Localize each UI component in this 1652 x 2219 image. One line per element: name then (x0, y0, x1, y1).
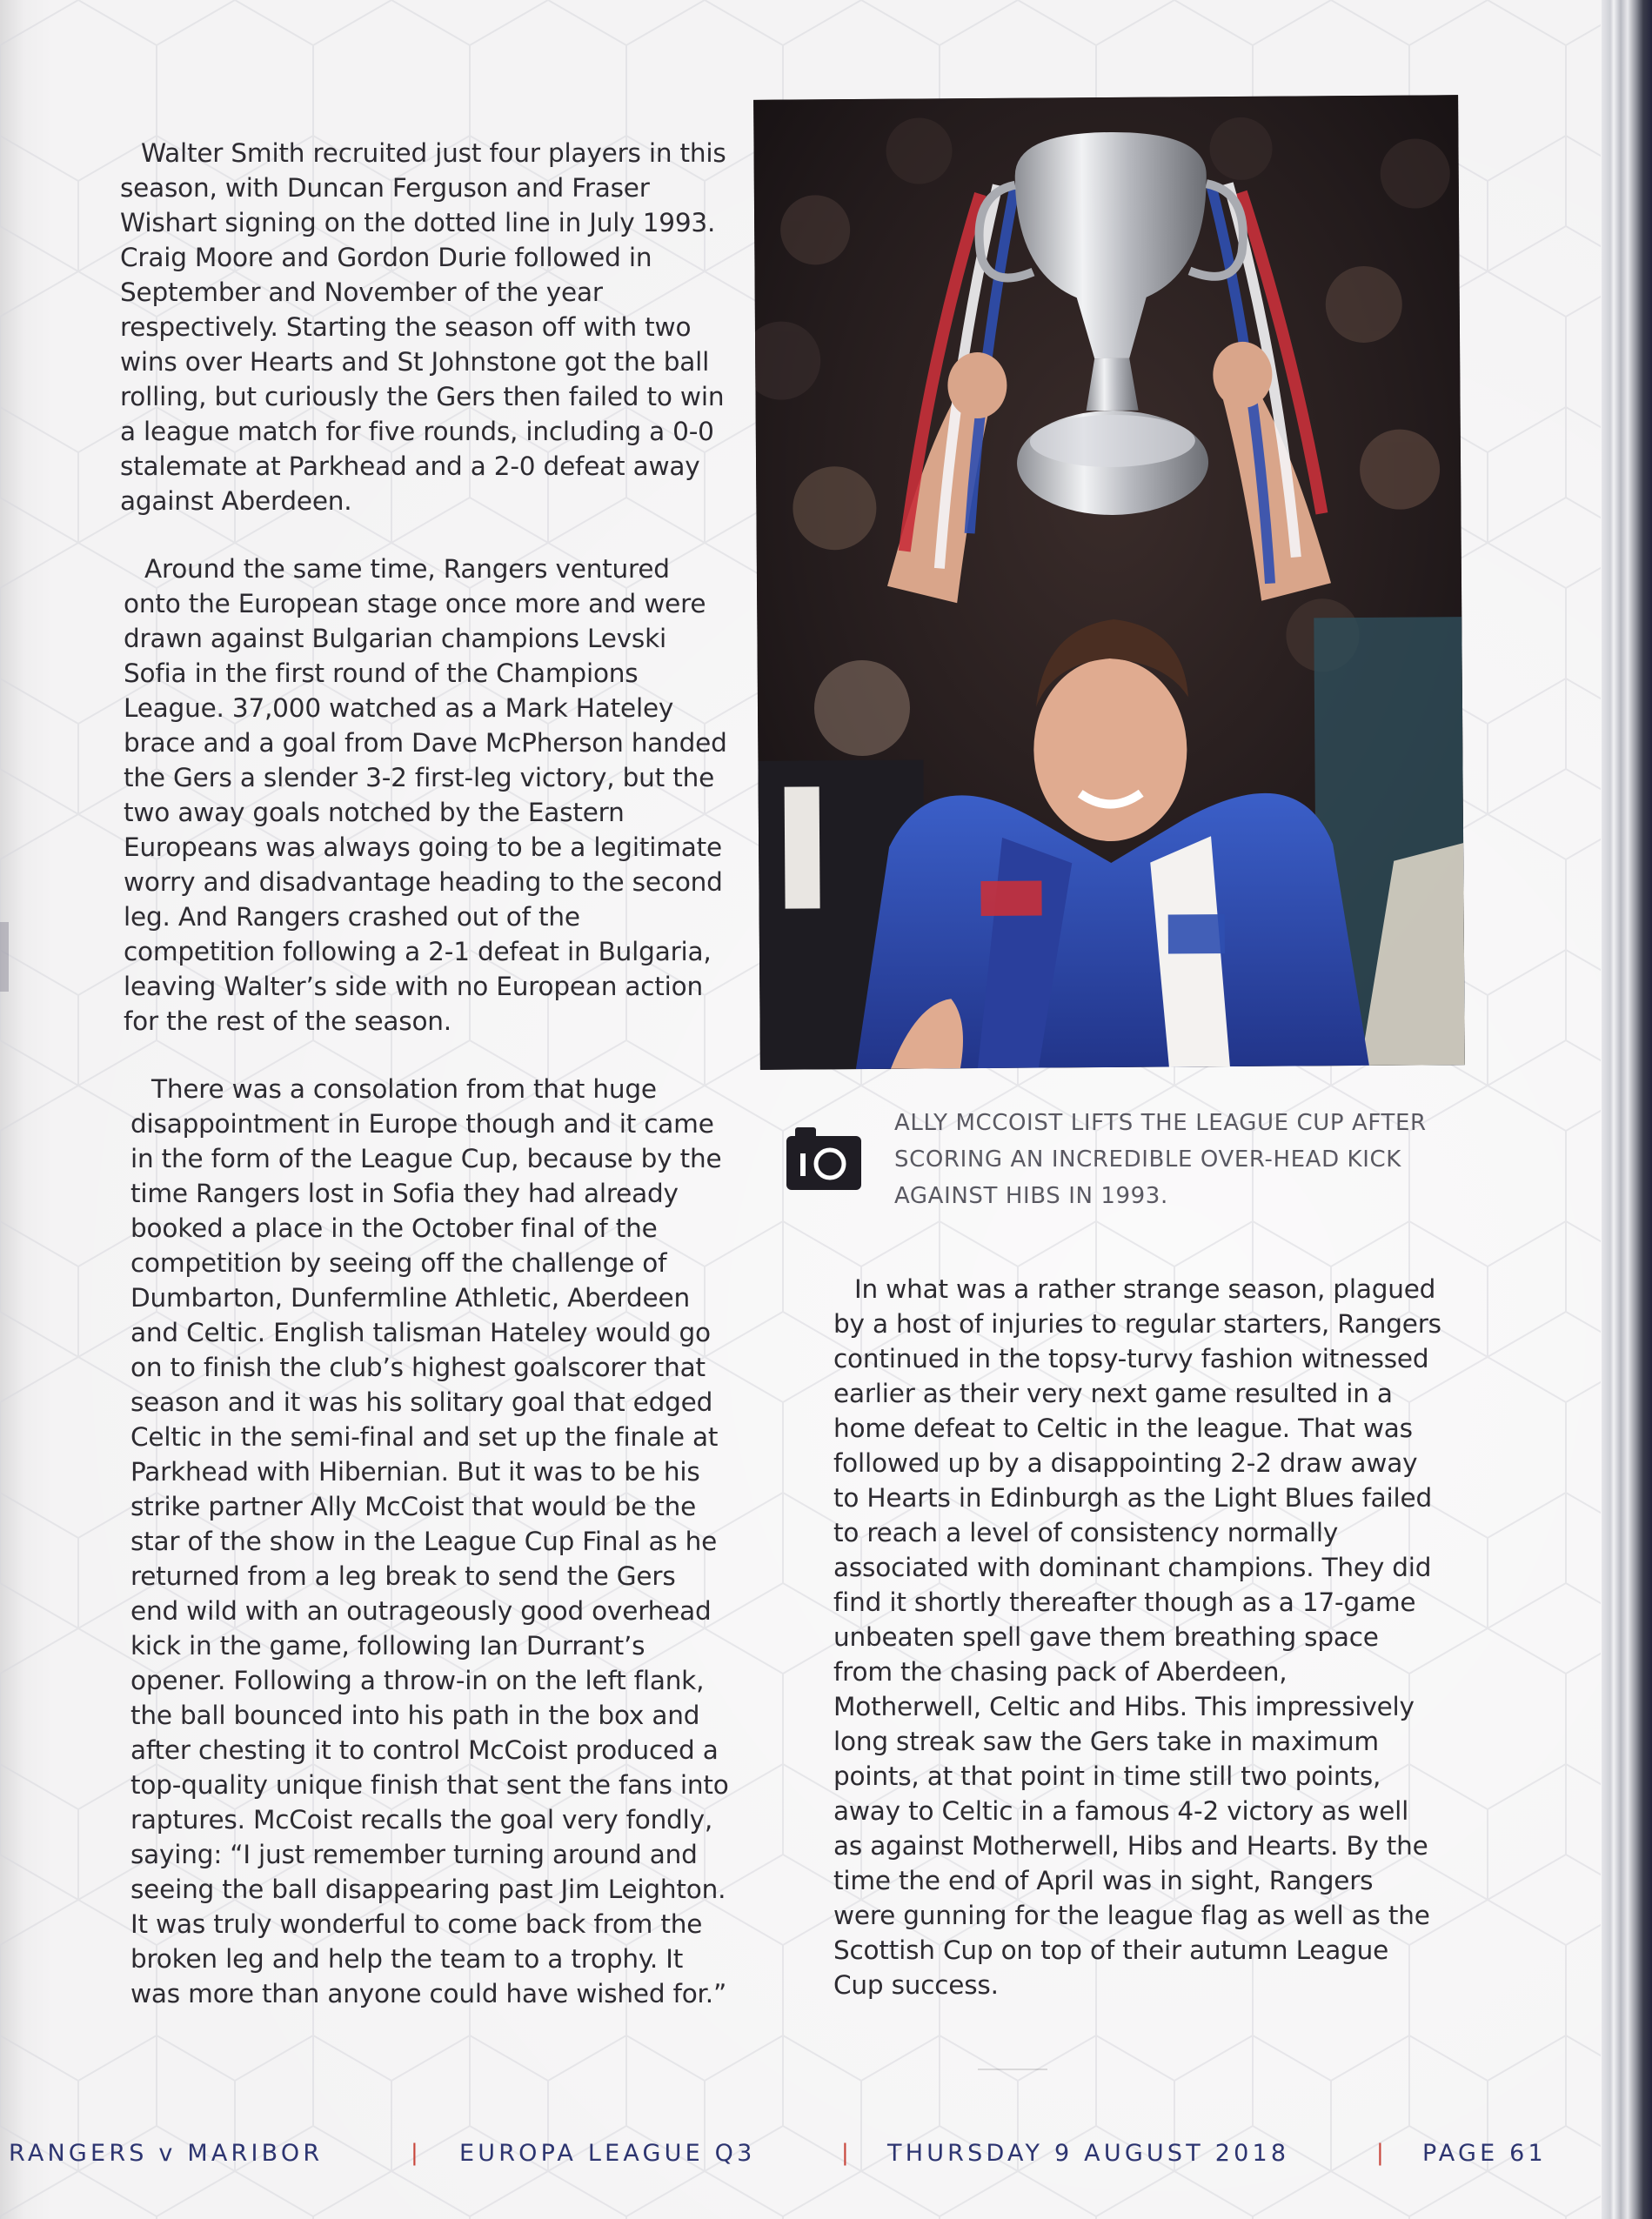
page-footer (9, 2133, 1575, 2176)
footer-match: RANGERS v MARIBOR (9, 2140, 324, 2167)
article-right-column (833, 1272, 1442, 2035)
footer-competition: EUROPA LEAGUE Q3 (459, 2140, 756, 2167)
section-divider (978, 2069, 1047, 2070)
paragraph: In what was a rather strange season, plagued by a host of injuries to regular starters, Rangers continued in the topsy-turvy fashion witnessed earlier as their very next game resulted in a home defeat to Celtic in the league. That was followed up by a disappointing 2-2 draw away to Hearts in Edinburgh as the Light Blues failed to reach a level of consistency normally associated with dominant champions. They did find it shortly thereafter though as a 17-game unbeaten spell gave them breathing space from the chasing pack of Aberdeen, Motherwell, Celtic and Hibs. This impressively long streak saw the Gers take in maximum points, at that point in time still two points, away to Celtic in a famous 4-2 victory as well as against Motherwell, Hibs and Hearts. By the time the end of April was in sight, Rangers were gunning for the league flag as well as the Scottish Cup on top of their autumn League Cup success. (833, 1274, 1441, 2000)
footer-separator: | (841, 2140, 849, 2166)
paragraph: Around the same time, Rangers ventured onto the European stage once more and were drawn against Bulgarian champions Levski Sofia in the first round of the Champions League. 37,000 watched as a Mark Hateley brace and a goal from Dave McPherson handed the Gers a slender 3-2 first-leg victory, but the two away goals notched by the Eastern Europeans was always going to be a legitimate worry and disadvantage heading to the second leg. And Rangers crashed out of the competition following a 2-1 defeat in Bulgaria, leaving Walter’s side with no European action for the rest of the season. (124, 554, 727, 1036)
page-edge-stack (1602, 0, 1652, 2219)
footer-separator: | (1376, 2140, 1384, 2166)
footer-page-number: PAGE 61 (1422, 2140, 1547, 2167)
page-binding-shadow (0, 922, 9, 992)
paragraph: There was a consolation from that huge disappointment in Europe though and it came in the form of the League Cup, because by the time Rangers lost in Sofia they had already booked a place in the October final of the competition by seeing off the challenge of Dumbarton, Dunfermline Athletic, Aberdeen and Celtic. English talisman Hateley would go on to finish the club’s highest goalscorer that season and it was his solitary goal that edged Celtic in the semi-final and set up the finale at Parkhead with Hibernian. But it was to be his strike partner Ally McCoist that would be the star of the show in the League Cup Final as he returned from a leg break to send the Gers end wild with an outrageously good overhead kick in the game, following Ian Durrant’s opener. Following a throw-in on the left flank, the ball bounced into his path in the box and after chesting it to control McCoist produced a top-quality unique finish that sent the fans into raptures. McCoist recalls the goal very fondly, saying: “I just remember turning around and seeing the ball disappearing past Jim Leighton. It was truly wonderful to come back from the broken leg and help the team to a trophy. It was more than anyone could have wished for.” (130, 1074, 729, 2008)
player-lifting-trophy-photo (753, 95, 1465, 1070)
footer-separator: | (411, 2140, 418, 2166)
footer-date: THURSDAY 9 AUGUST 2018 (887, 2140, 1290, 2167)
article-left-column (120, 136, 729, 2044)
paragraph: Walter Smith recruited just four players in this season, with Duncan Ferguson and Fraser Wishart signing on the dotted line in July 1993. Craig Moore and Gordon Durie followed in September and November of the year respectively. Starting the season off with two wins over Hearts and St Johnstone got the ball rolling, but curiously the Gers then failed to win a league match for five rounds, including a 0-0 stalemate at Parkhead and a 2-0 defeat away against Aberdeen. (120, 138, 726, 516)
photo-caption (785, 1105, 1463, 1218)
caption-text: ALLY MCCOIST LIFTS THE LEAGUE CUP AFTER SCORING AN INCREDIBLE OVER-HEAD KICK AGAINST HIBS IN 1993. (894, 1110, 1427, 1209)
camera-icon (785, 1124, 863, 1193)
